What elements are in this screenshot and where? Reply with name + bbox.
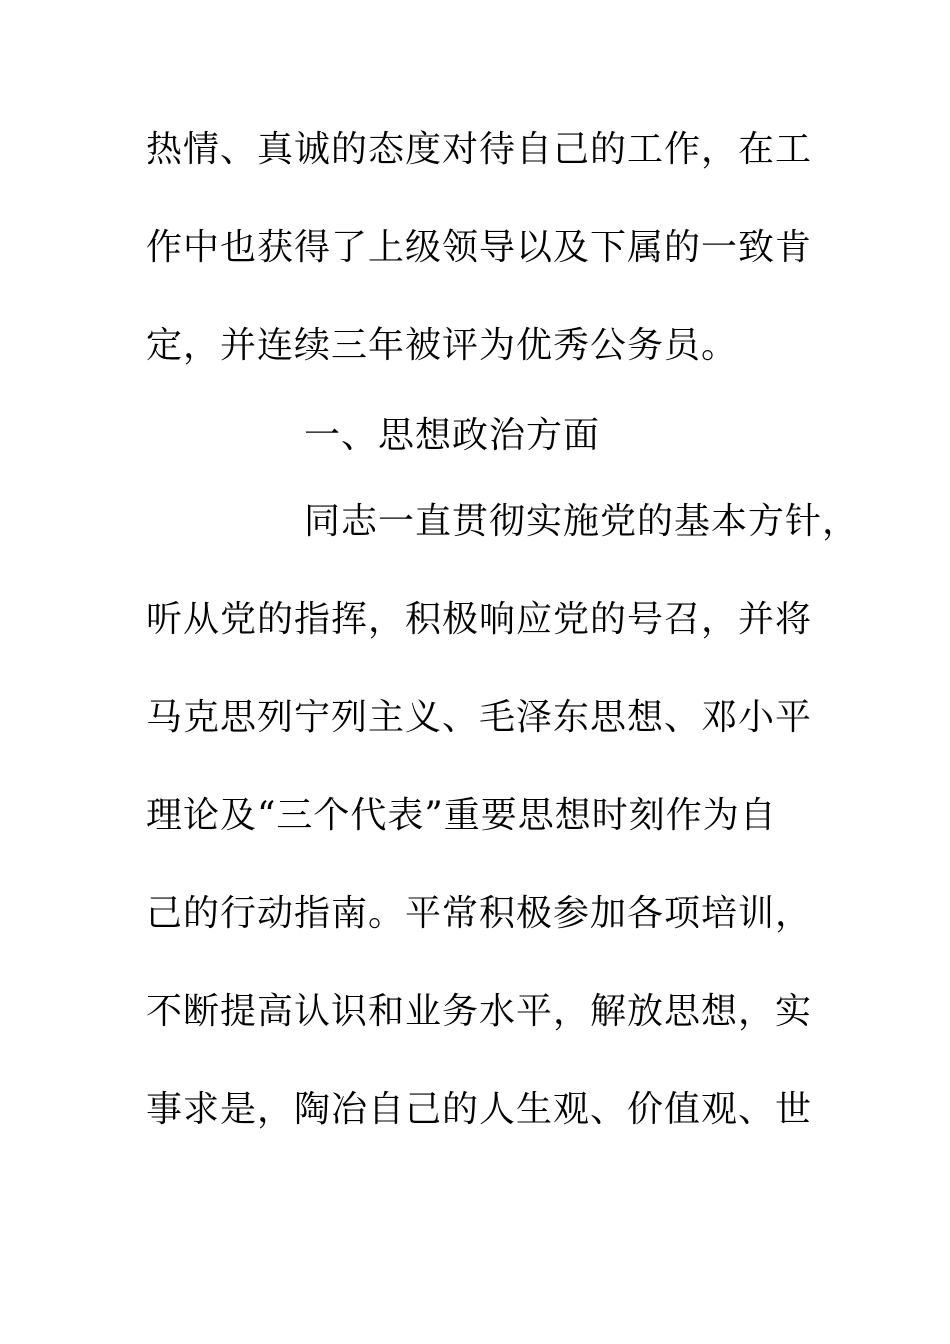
paragraph-line-2: 听从党的指挥，积极响应党的号召，并将: [146, 599, 813, 640]
section-heading: 一、思想政治方面: [304, 415, 601, 456]
paragraph-line-3: 马克思列宁列主义、毛泽东思想、邓小平: [146, 697, 813, 738]
body-text-line-2: 作中也获得了上级领导以及下属的一致肯: [146, 227, 813, 268]
body-text-line-3: 定，并连续三年被评为优秀公务员。: [146, 325, 739, 366]
paragraph-line-5: 己的行动指南。平常积极参加各项培训，: [146, 893, 813, 934]
paragraph-line-7: 事求是，陶冶自己的人生观、价值观、世: [146, 1089, 813, 1130]
paragraph-line-6: 不断提高认识和业务水平，解放思想，实: [146, 991, 813, 1032]
body-text-line-1: 热情、真诚的态度对待自己的工作，在工: [146, 129, 813, 170]
paragraph-line-4: 理论及“三个代表”重要思想时刻作为自: [146, 795, 777, 836]
paragraph-line-1: 同志一直贯彻实施党的基本方针，: [304, 501, 860, 542]
